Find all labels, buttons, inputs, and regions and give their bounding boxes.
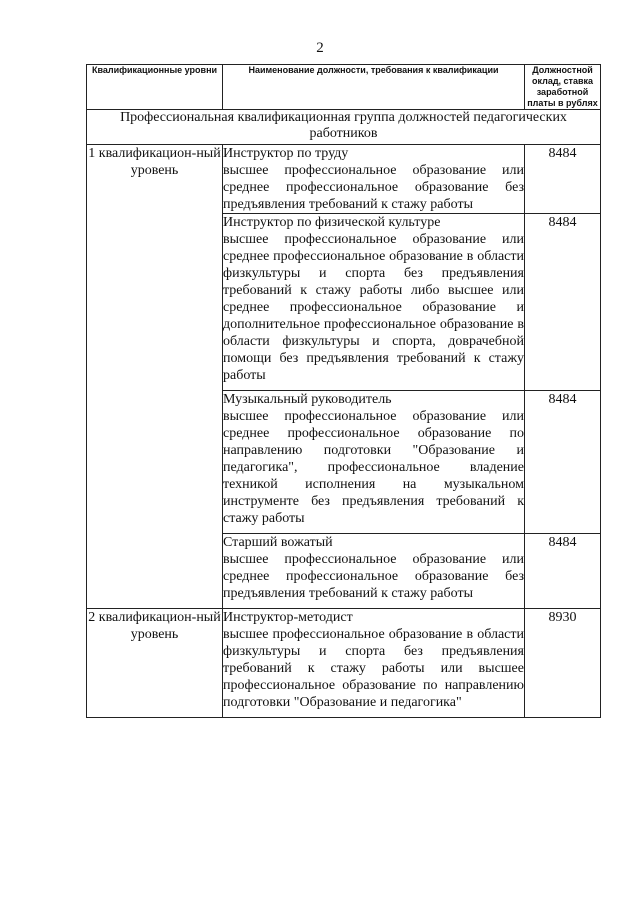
table-header-row [87, 65, 601, 110]
position-salary: 8484 [525, 391, 601, 534]
position-cell [223, 391, 525, 534]
header-positions: Наименование должности, требования к квалификации [223, 65, 525, 110]
position-salary: 8484 [525, 214, 601, 391]
position-requirements: высшее профессиональное образование или среднее профессиональное образование в области физкультуры и спорта без предъявления требований к стажу работы либо высшее или среднее профессиональное образование и дополнительное профессиональное образование в области физкультуры и спорта, доврачебной помощи без предъявления требований к стажу работы [223, 232, 524, 383]
position-title: Инструктор по труду [223, 146, 349, 161]
position-requirements: высшее профессиональное образование или среднее профессиональное образование без предъявления требований к стажу работы [223, 552, 524, 601]
position-title: Старший вожатый [223, 535, 333, 550]
group-title: Профессиональная квалификационная группа должностей педагогических работников [87, 110, 601, 145]
position-cell [223, 534, 525, 609]
position-title: Инструктор-методист [223, 610, 353, 625]
position-salary: 8484 [525, 145, 601, 214]
position-cell [223, 214, 525, 391]
header-levels: Квалификационные уровни [87, 65, 223, 110]
position-cell [223, 609, 525, 718]
group-row [87, 110, 601, 145]
header-salary: Должностной оклад, ставка заработной платы в рублях [525, 65, 601, 110]
level-2-label: 2 квалификацион-ный уровень [87, 609, 223, 718]
position-requirements: высшее профессиональное образование или среднее профессиональное образование по направлению подготовки "Образование и педагогика", профессиональное владение техникой исполнения на музыкальном инструменте без предъявления требований к стажу работы [223, 409, 524, 526]
position-salary: 8484 [525, 534, 601, 609]
position-title: Инструктор по физической культуре [223, 215, 441, 230]
level-1-label: 1 квалификацион-ный уровень [87, 145, 223, 609]
table-row [87, 145, 601, 214]
page-number: 2 [316, 40, 324, 56]
position-salary: 8930 [525, 609, 601, 718]
table-row [87, 609, 601, 718]
position-requirements: высшее профессиональное образование в области физкультуры и спорта без предъявления требований к стажу работы или высшее профессиональное образование по направлению подготовки "Образование и педагогика" [223, 627, 524, 710]
position-cell [223, 145, 525, 214]
qualification-table [86, 64, 601, 718]
position-requirements: высшее профессиональное образование или среднее профессиональное образование без предъявления требований к стажу работы [223, 163, 524, 212]
position-title: Музыкальный руководитель [223, 392, 392, 407]
